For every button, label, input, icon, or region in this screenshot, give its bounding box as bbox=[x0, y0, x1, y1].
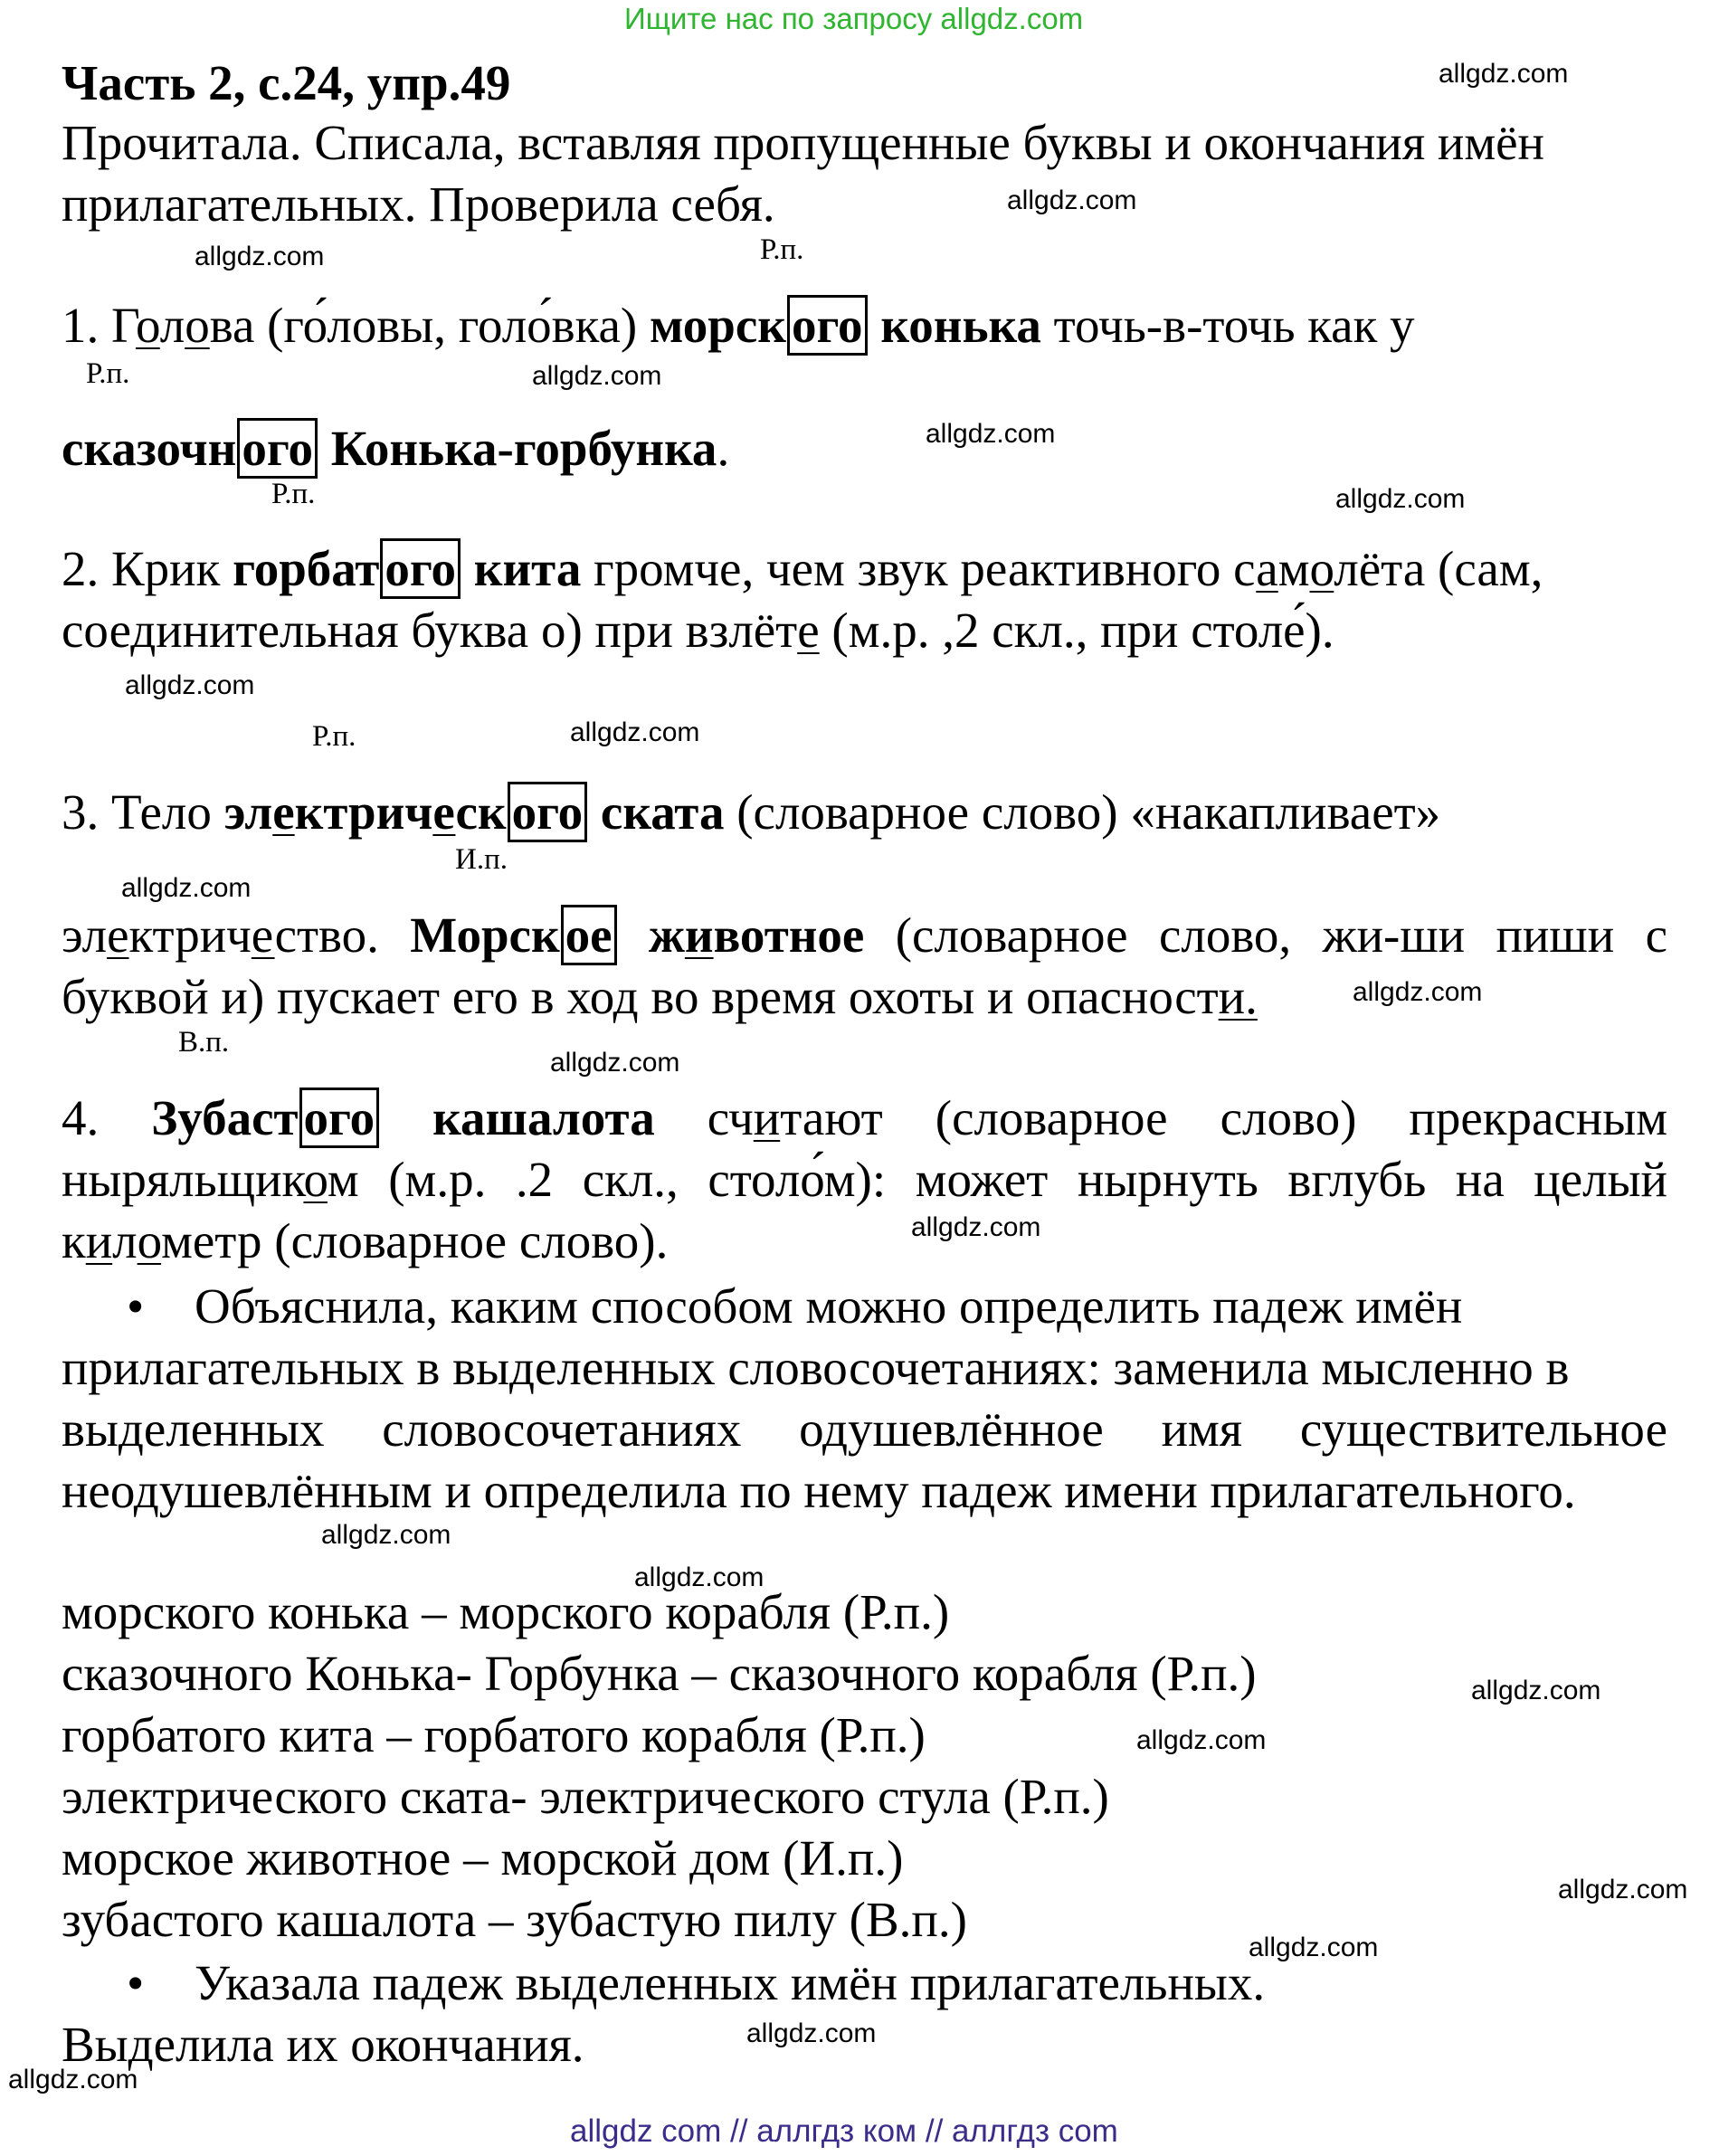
watermark: allgdz.com bbox=[1353, 977, 1483, 1007]
sentence-1-line-2: сказочн ого Конька-горбунка. bbox=[62, 418, 729, 480]
sentence-4-line-1: 4. Зубаст ого кашалота считают (словарное слово) прекрасным bbox=[62, 1087, 1667, 1149]
pair-line: зубастого кашалота – зубастую пилу (В.п.) bbox=[62, 1892, 967, 1947]
ending-box: ого bbox=[237, 418, 318, 479]
bullet-icon: • bbox=[127, 1955, 145, 2010]
sentence-4-line-2: ныряльщиком (м.р. .2 скл., столо́м): может нырнуть вглубь на целый bbox=[62, 1152, 1667, 1207]
watermark: allgdz.com bbox=[121, 873, 252, 903]
watermark: allgdz.com bbox=[321, 1520, 451, 1550]
case-mark-rp: Р.п. bbox=[86, 357, 130, 390]
bullet-2-line-2: Выделила их окончания. bbox=[62, 2017, 584, 2072]
sentence-2-line-1: 2. Крик горбат ого кита громче, чем звук реактивного самолёта (сам, bbox=[62, 538, 1543, 600]
watermark: allgdz.com bbox=[634, 1562, 765, 1592]
site-footer[interactable]: allgdz com // аллгдз ком // аллгдз com bbox=[570, 2113, 1118, 2149]
sentence-3-line-2: электричество. Морск ое животное (словарное слово, жи-ши пиши с bbox=[62, 905, 1667, 966]
watermark: allgdz.com bbox=[8, 2065, 138, 2094]
case-mark-rp: Р.п. bbox=[312, 720, 356, 753]
watermark: allgdz.com bbox=[550, 1048, 680, 1078]
watermark: allgdz.com bbox=[1558, 1875, 1688, 1904]
sentence-3-line-1: 3. Тело электрическ ого ската (словарное слово) «накапливает» bbox=[62, 782, 1440, 843]
case-mark-vp: В.п. bbox=[178, 1026, 230, 1059]
case-mark-rp: Р.п. bbox=[271, 478, 316, 510]
sentence-2-line-2: соединительная буква о) при взлёте (м.р. ,2 скл., при столе́). bbox=[62, 603, 1334, 658]
bullet-2-line-1: • Указала падеж выделенных имён прилагательных. bbox=[127, 1952, 1265, 2014]
bullet-1-line-3: выделенных словосочетаниях одушевлённое имя существительное bbox=[62, 1401, 1667, 1457]
watermark: allgdz.com bbox=[911, 1212, 1041, 1242]
intro-line-1: Прочитала. Списала, вставляя пропущенные буквы и окончания имён bbox=[62, 115, 1544, 170]
sentence-3-line-3: буквой и) пускает его в ход во время охоты и опасности. bbox=[62, 969, 1258, 1024]
case-mark-rp: Р.п. bbox=[760, 233, 804, 266]
watermark: allgdz.com bbox=[125, 670, 255, 700]
ending-box: ого bbox=[299, 1087, 380, 1148]
ending-box: ого bbox=[380, 538, 461, 599]
pair-line: горбатого кита – горбатого корабля (Р.п.) bbox=[62, 1707, 926, 1762]
watermark: allgdz.com bbox=[1136, 1725, 1267, 1755]
sentence-4-line-3: километр (словарное слово). bbox=[62, 1213, 669, 1268]
watermark: allgdz.com bbox=[746, 2018, 877, 2048]
ending-box: ое bbox=[561, 905, 617, 965]
ending-box: ого bbox=[508, 782, 588, 842]
pair-line: сказочного Конька- Горбунка – сказочного корабля (Р.п.) bbox=[62, 1646, 1257, 1701]
sentence-1-line-1: 1. Голова (го́ловы, голо́вка) морск ого конька точь-в-точь как у bbox=[62, 295, 1415, 356]
watermark: allgdz.com bbox=[1471, 1676, 1601, 1705]
watermark: allgdz.com bbox=[1335, 484, 1466, 514]
watermark: allgdz.com bbox=[570, 717, 700, 747]
bullet-1-line-4: неодушевлённым и определила по нему падеж имени прилагательного. bbox=[62, 1463, 1576, 1518]
watermark: allgdz.com bbox=[1249, 1933, 1379, 1962]
bullet-icon: • bbox=[127, 1278, 145, 1334]
bullet-1-line-1: • Объяснила, каким способом можно определить падеж имён bbox=[127, 1276, 1462, 1337]
site-banner[interactable]: Ищите нас по запросу allgdz.com bbox=[624, 2, 1084, 35]
watermark: allgdz.com bbox=[532, 361, 662, 391]
pair-line: морского конька – морского корабля (Р.п.) bbox=[62, 1584, 950, 1639]
watermark: allgdz.com bbox=[195, 242, 325, 271]
intro-line-2: прилагательных. Проверила себя. bbox=[62, 176, 775, 232]
watermark: allgdz.com bbox=[1439, 59, 1569, 89]
case-mark-ip: И.п. bbox=[455, 843, 508, 876]
pair-line: морское животное – морской дом (И.п.) bbox=[62, 1830, 904, 1885]
ending-box: ого bbox=[787, 295, 868, 356]
pair-line: электрического ската- электрического стула (Р.п.) bbox=[62, 1769, 1109, 1824]
exercise-heading: Часть 2, с.24, упр.49 bbox=[62, 55, 511, 110]
watermark: allgdz.com bbox=[926, 419, 1056, 449]
bullet-1-line-2: прилагательных в выделенных словосочетаниях: заменила мысленно в bbox=[62, 1340, 1570, 1395]
watermark: allgdz.com bbox=[1007, 185, 1137, 215]
